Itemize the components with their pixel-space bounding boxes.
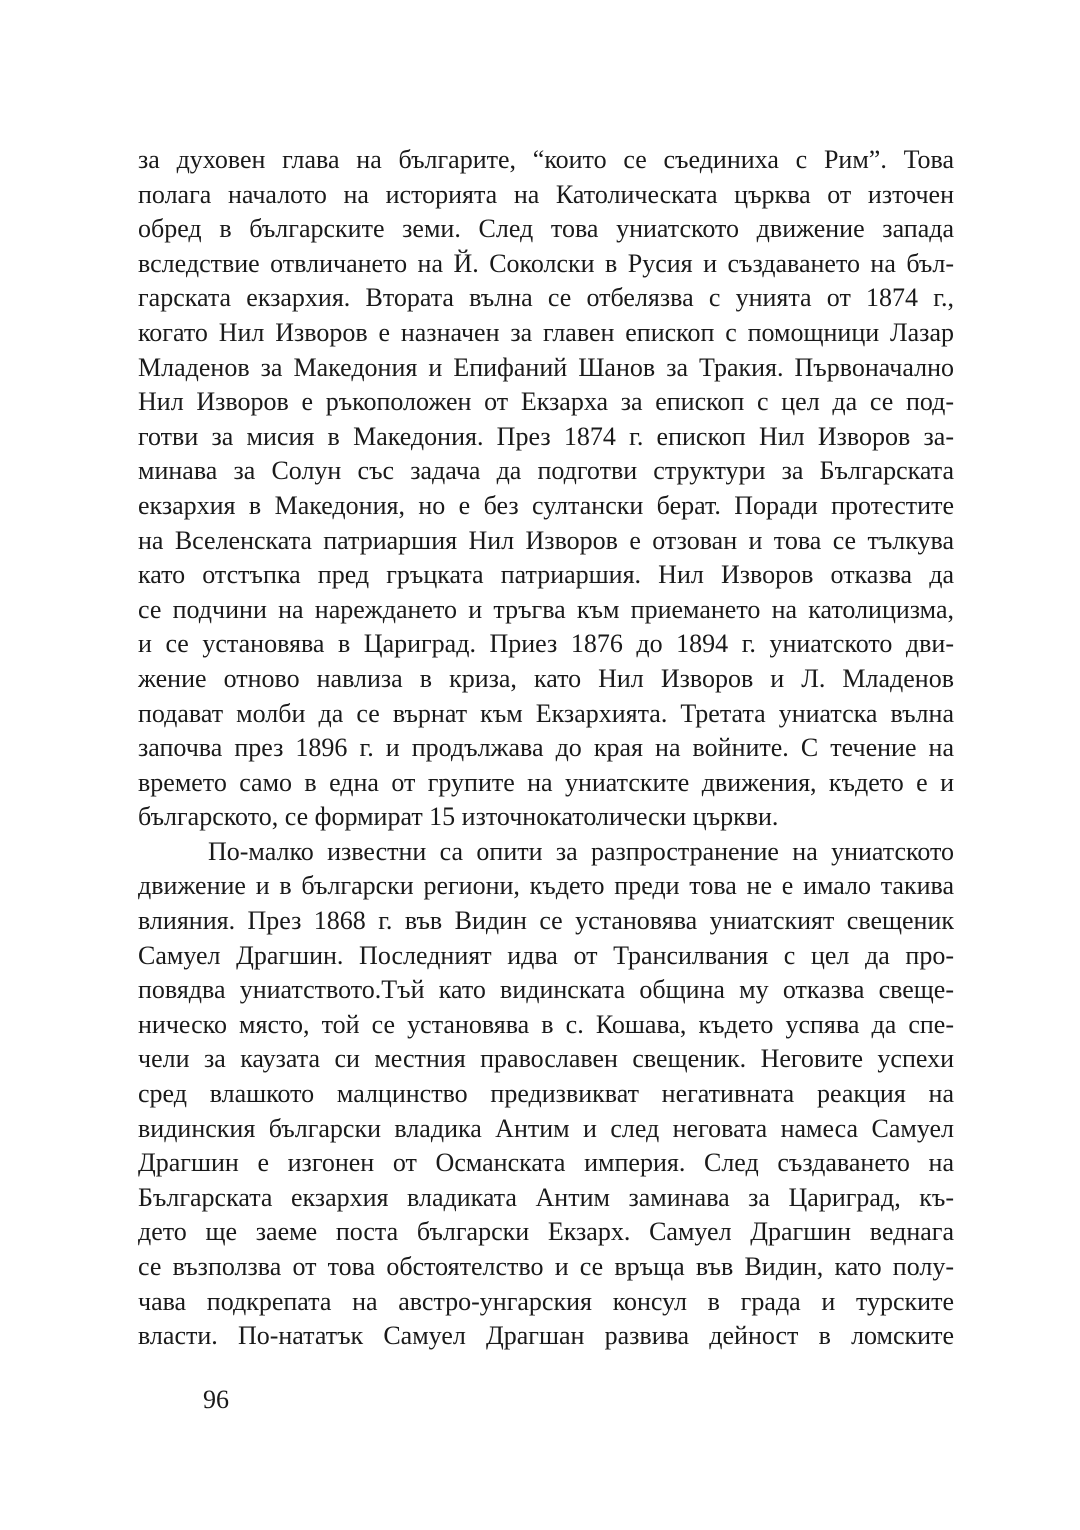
text-line: чели за каузата си местния православен свещеник. Неговите успехи xyxy=(138,1044,954,1074)
text-line: и се установява в Цариград. Приез 1876 до 1894 г. униатското дви- xyxy=(138,629,954,659)
text-line: видинския български владика Антим и след неговата намеса Самуел xyxy=(138,1113,954,1143)
text-line: се възползва от това обстоятелство и се връща във Видин, като полу- xyxy=(138,1252,954,1281)
text-line: гарската екзархия. Втората вълна се отбелязва с унията от 1874 г., xyxy=(138,283,954,313)
body-text xyxy=(138,143,954,1354)
text-line: чава подкрепата на австро-унгарския консул в града и турските xyxy=(138,1286,954,1316)
text-line: се подчини на нареждането и тръгва към приемането на католицизма, xyxy=(138,594,954,624)
paragraph-2 xyxy=(138,835,954,1354)
text-line: обред в българските земи. След това униатското движение запада xyxy=(138,214,954,244)
text-line: движение и в български региони, където преди това не е имало такива xyxy=(138,871,954,901)
text-line: на Вселенската патриаршия Нил Изворов е отзован и това се тълкува xyxy=(138,525,954,555)
page-number: 96 xyxy=(203,1385,229,1414)
text-line: екзархия в Македония, но е без султански берат. Поради протестите xyxy=(138,490,954,520)
text-line: сред влашкото малцинство предизвикват негативната реакция на xyxy=(138,1079,954,1109)
text-line: започва през 1896 г. и продължава до края на войните. С течение на xyxy=(138,733,954,763)
text-line: подават молби да се върнат към Екзархията. Третата униатска вълна xyxy=(138,698,954,728)
text-line: вследствие отвличането на Й. Соколски в Русия и създаването на бъл- xyxy=(138,248,954,278)
text-line: Младенов за Македония и Епифаний Шанов за Тракия. Първоначално xyxy=(138,352,954,382)
text-line: власти. По-нататък Самуел Драгшан развива дейност в ломските xyxy=(138,1321,954,1351)
text-line: за духовен глава на българите, “които се съединиха с Рим”. Това xyxy=(138,145,954,174)
text-line: дето ще заеме поста български Екзарх. Самуел Драгшин веднага xyxy=(138,1217,954,1247)
text-line: Българската екзархия владиката Антим заминава за Цариград, къ- xyxy=(138,1182,954,1212)
text-line: като отстъпка пред гръцката патриаршия. Нил Изворов отказва да xyxy=(138,560,954,590)
text-line: жение отново навлиза в криза, като Нил Изворов и Л. Младенов xyxy=(138,663,954,693)
text-line: полага началото на историята на Католическата църква от източен xyxy=(138,179,954,209)
text-line: ническо място, той се установява в с. Кошава, където успява да спе- xyxy=(138,1009,954,1039)
text-line: влияния. През 1868 г. във Видин се установява униатският свещеник xyxy=(138,906,954,936)
text-line: минава за Солун със задача да подготви структури за Българската xyxy=(138,456,954,486)
paragraph-1 xyxy=(138,143,954,835)
text-line: когато Нил Изворов е назначен за главен епископ с помощници Лазар xyxy=(138,317,954,347)
text-line: Самуел Драгшин. Последният идва от Трансилвания с цел да про- xyxy=(138,940,954,970)
text-line: готви за мисия в Македония. През 1874 г. епископ Нил Изворов за- xyxy=(138,421,954,451)
text-line: По-малко известни са опити за разпространение на униатското xyxy=(208,836,954,866)
text-line: повядва униатството.Тъй като видинската община му отказва свеще- xyxy=(138,975,954,1005)
text-line: Нил Изворов е ръкоположен от Екзарха за епископ с цел да се под- xyxy=(138,387,954,417)
text-line: българското, се формират 15 източнокатолически църкви. xyxy=(138,802,779,832)
text-line: времето само в една от групите на униатските движения, където е и xyxy=(138,767,954,797)
text-line: Драгшин е изгонен от Османската империя. След създаването на xyxy=(138,1148,954,1178)
